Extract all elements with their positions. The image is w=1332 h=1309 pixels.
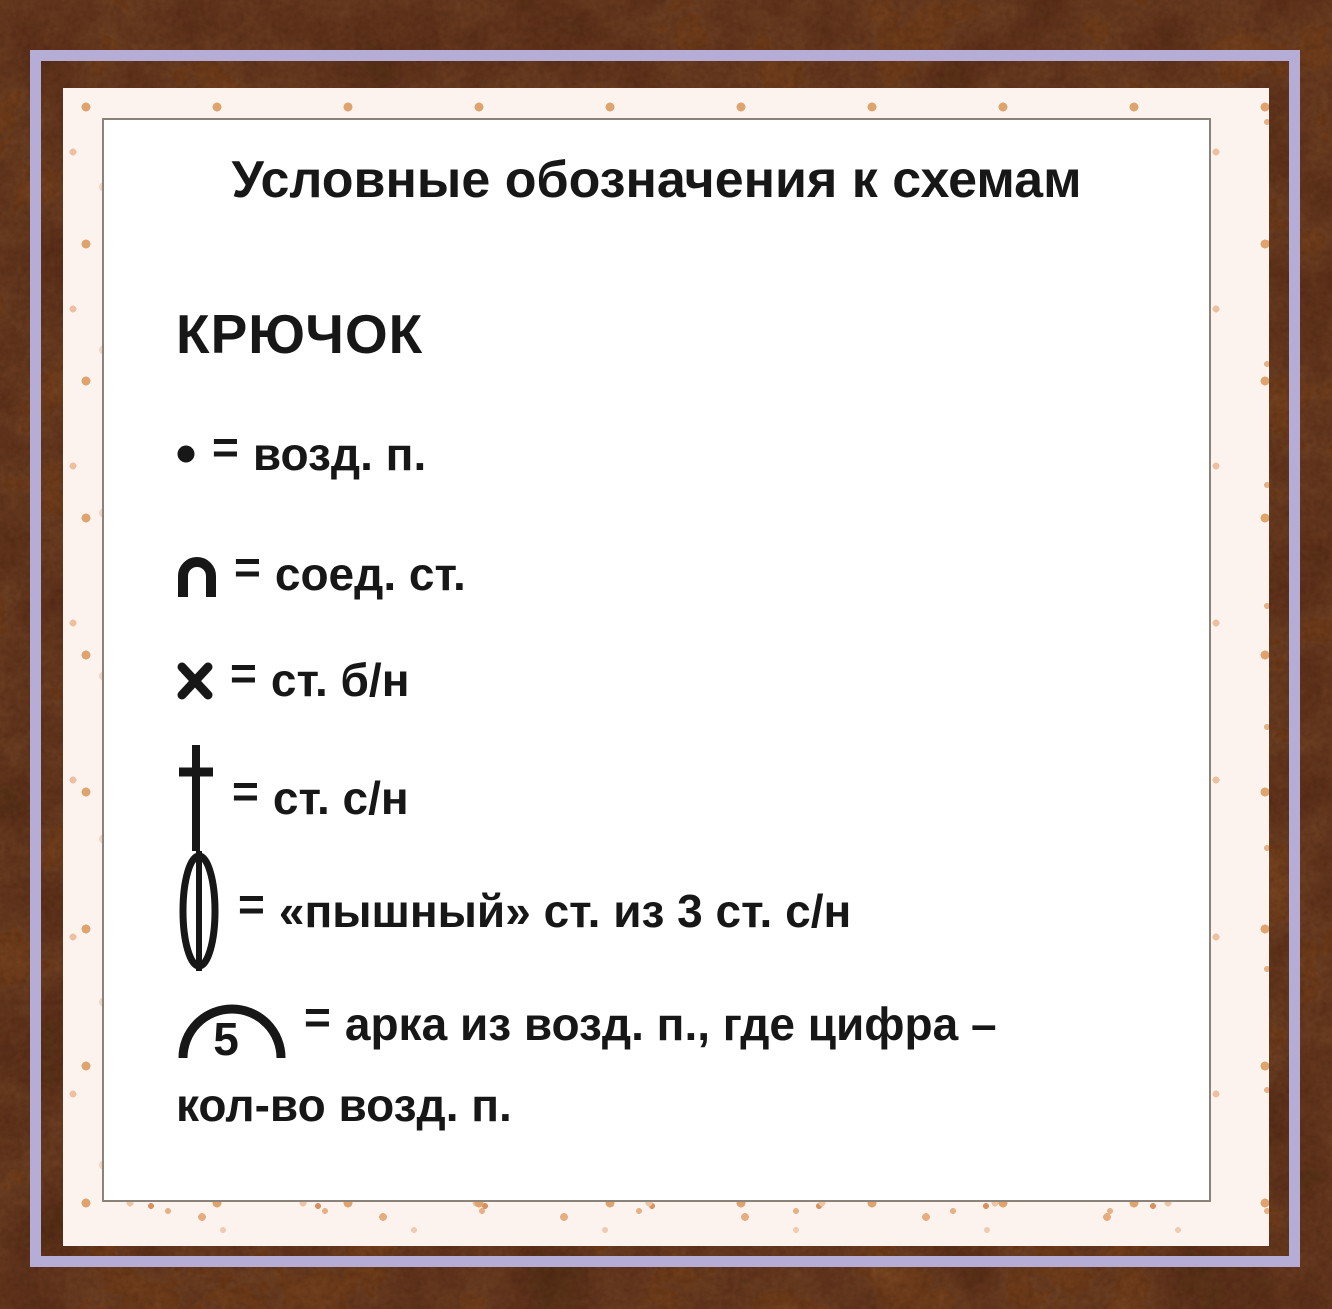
equals-sign: = [238, 878, 265, 930]
legend-card [102, 118, 1211, 1202]
legend-row-puff-stitch [176, 851, 851, 971]
equals-sign: = [230, 647, 257, 699]
legend-label-continuation: кол-во возд. п. [176, 1079, 512, 1131]
equals-sign: = [212, 421, 239, 473]
double-crochet-cross-icon [176, 742, 216, 854]
legend-row-chain [176, 423, 426, 485]
legend-label: ст. б/н [270, 654, 410, 706]
equals-sign: = [304, 991, 331, 1043]
equals-sign: = [232, 765, 259, 817]
chain-stitch-dot-icon [176, 444, 196, 464]
chain-arc-icon [176, 986, 288, 1062]
equals-sign: = [234, 541, 261, 593]
page-title: Условные обозначения к схемам [231, 151, 1082, 209]
scanned-page [63, 88, 1269, 1246]
slip-stitch-arch-icon [176, 551, 218, 597]
legend-label: соед. ст. [274, 548, 466, 600]
arc-chain-count: 5 [213, 1013, 239, 1062]
legend-label: возд. п. [252, 428, 427, 480]
legend-row-slip-stitch [176, 543, 466, 605]
legend-row-chain-arc [176, 986, 997, 1062]
legend-label: ст. с/н [272, 772, 409, 824]
puff-stitch-oval-icon [176, 851, 222, 971]
legend-label: арка из возд. п., где цифра – [344, 998, 997, 1050]
legend-row-single-crochet [176, 648, 409, 712]
legend-label: «пышный» ст. из 3 ст. с/н [278, 885, 852, 937]
legend-row-double-crochet [176, 742, 409, 854]
section-heading-crochet: КРЮЧОК [176, 303, 424, 365]
single-crochet-x-icon [176, 660, 214, 700]
